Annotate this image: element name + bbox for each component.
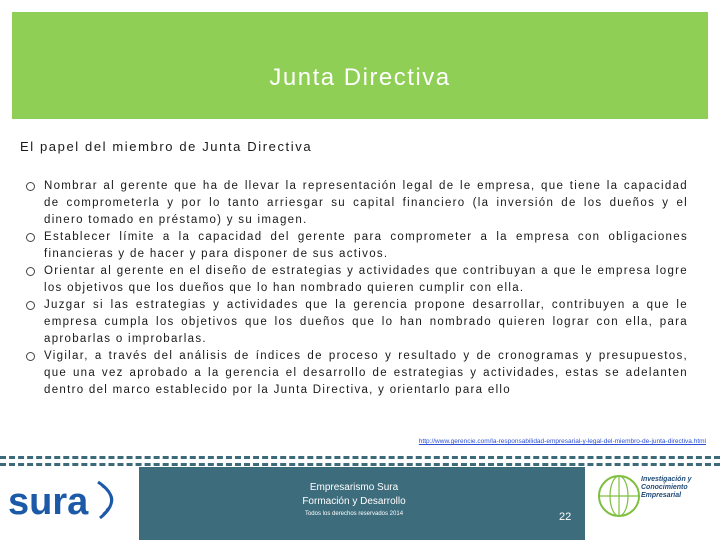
footer-bar <box>139 467 585 540</box>
list-item <box>26 178 688 229</box>
research-globe-icon <box>596 466 642 528</box>
sura-logo-text: sura <box>8 481 89 523</box>
circle-bullet-icon <box>26 233 35 242</box>
circle-bullet-icon <box>26 301 35 310</box>
research-logo <box>596 466 714 528</box>
circle-bullet-icon <box>26 352 35 361</box>
list-item <box>26 229 688 263</box>
source-link[interactable]: http://www.gerencie.com/la-responsabilidad-empresarial-y-legal-del-miembro-de-junta-directiva.html <box>418 438 706 445</box>
sura-logo <box>6 474 130 524</box>
circle-bullet-icon <box>26 267 35 276</box>
footer-unit: Formación y Desarrollo <box>302 496 406 507</box>
list-item <box>26 297 688 348</box>
section-subtitle: El papel del miembro de Junta Directiva <box>20 139 313 154</box>
list-item-text: Juzgar si las estrategias y actividades que la gerencia propone desarrollar, contribuyen a que le empresa cumpla los objetivos que los dueños que lo han nombrado quieren lograr con ella, para aprobarlas o improbarlas. <box>44 299 688 345</box>
list-item-text: Vigilar, a través del análisis de índices de proceso y resultado y de cronogramas y presupuestos, que una vez aprobado a la gerencia el desarrollo de estrategias y actividades, estas se adelanten dentro del marco establecido por la Junta Directiva, y orientarlo para ello <box>44 350 688 396</box>
footer-divider-top <box>0 456 720 459</box>
responsibilities-list <box>26 178 688 399</box>
circle-bullet-icon <box>26 182 35 191</box>
title-banner <box>12 12 708 119</box>
list-item-text: Establecer límite a la capacidad del gerente para comprometer a la empresa con obligaciones financieras y de hacer y para disponer de sus activos. <box>44 231 688 260</box>
footer-copyright: Todos los derechos reservados 2014 <box>304 511 404 517</box>
list-item-text: Orientar al gerente en el diseño de estrategias y actividades que contribuyan a que le empresa logre los objetivos que los dueños que lo han nombrado quieren cumplir con ella. <box>44 265 688 294</box>
list-item <box>26 348 688 399</box>
list-item-text: Nombrar al gerente que ha de llevar la representación legal de le empresa, que tiene la capacidad de comprometerla y por lo tanto arriesgar su capital financiero (la inversión de los dueños y el dinero tomado en préstamo) y su imagen. <box>44 180 688 226</box>
footer-org: Empresarismo Sura <box>309 482 399 493</box>
page-title: Junta Directiva <box>269 64 451 91</box>
research-logo-text: Investigación y Conocimiento Empresarial <box>641 476 692 499</box>
page-number: 22 <box>559 511 572 523</box>
list-item <box>26 263 688 297</box>
